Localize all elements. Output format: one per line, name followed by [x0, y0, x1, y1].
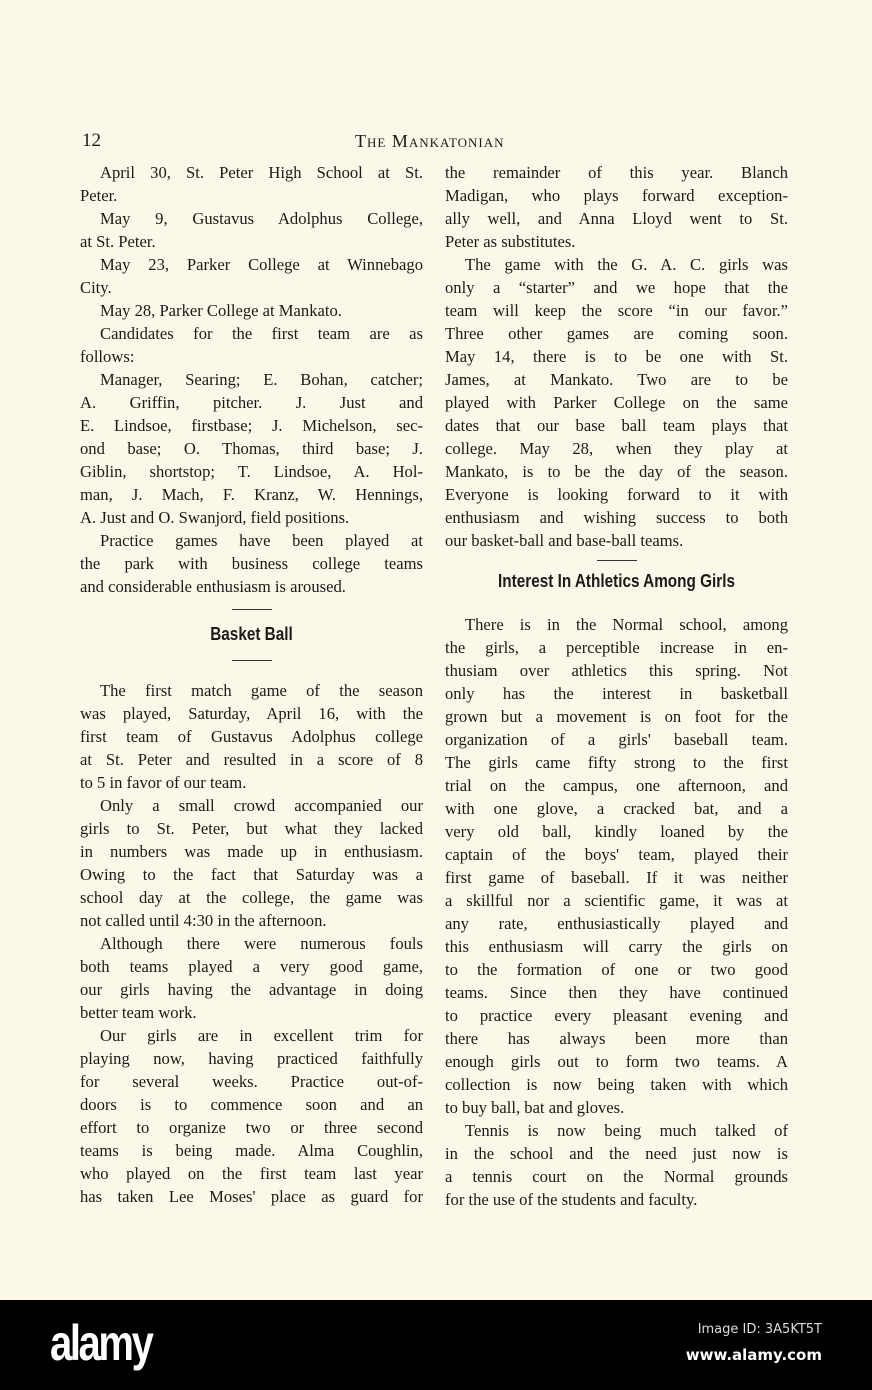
- text-line: played with Parker College on the same: [445, 393, 788, 412]
- watermark-banner: [0, 1300, 872, 1390]
- alamy-logo: alamy: [50, 1315, 152, 1371]
- text-line: Our girls are in excellent trim for: [100, 1026, 423, 1045]
- paragraph: [80, 1024, 423, 1208]
- text-line: only has the interest in basketball: [445, 684, 788, 703]
- text-line: dates that our base ball team plays that: [445, 416, 788, 435]
- text-line: ally well, and Anna Lloyd went to St.: [445, 209, 788, 228]
- text-line: The game with the G. A. C. girls was: [465, 255, 788, 274]
- paragraph: [80, 161, 423, 207]
- text-line: the girls, a perceptible increase in en-: [445, 638, 788, 657]
- text-line: effort to organize two or three second: [80, 1118, 423, 1137]
- running-title: The Mankatonian: [355, 131, 505, 151]
- text-line: the remainder of this year. Blanch: [445, 163, 788, 182]
- text-line: was played, Saturday, April 16, with the: [80, 704, 423, 723]
- text-line: captain of the boys' team, played their: [445, 845, 788, 864]
- section-divider: [232, 609, 272, 610]
- text-line: thusiam over athletics this spring. Not: [445, 661, 788, 680]
- section-heading: Interest In Athletics Among Girls: [498, 571, 735, 591]
- text-line: for the use of the students and faculty.: [445, 1190, 698, 1209]
- text-line: a tennis court on the Normal grounds: [445, 1167, 788, 1186]
- text-line: May 14, there is to be one with St.: [445, 347, 788, 366]
- text-line: better team work.: [80, 1003, 197, 1022]
- text-line: first team of Gustavus Adolphus college: [80, 727, 423, 746]
- text-line: trial on the campus, one afternoon, and: [445, 776, 788, 795]
- text-line: E. Lindsoe, firstbase; J. Michelson, sec-: [80, 416, 423, 435]
- text-line: man, J. Mach, F. Kranz, W. Hennings,: [80, 485, 423, 504]
- paragraph: [445, 1119, 788, 1211]
- paragraph: [80, 794, 423, 932]
- text-line: our basket-ball and base-ball teams.: [445, 531, 684, 550]
- text-line: to 5 in favor of our team.: [80, 773, 247, 792]
- text-line: collection is now being taken with which: [445, 1075, 788, 1094]
- text-line: Madigan, who plays forward exception-: [445, 186, 788, 205]
- watermark-url: www.alamy.com: [685, 1346, 822, 1364]
- text-line: at St. Peter and resulted in a score of 8: [80, 750, 423, 769]
- paragraph: [80, 368, 423, 529]
- text-line: this enthusiasm will carry the girls on: [445, 937, 788, 956]
- paragraph: [445, 613, 788, 1119]
- paragraph: [80, 253, 423, 299]
- text-line: only a “starter” and we hope that the: [445, 278, 788, 297]
- text-line: our girls having the advantage in doing: [80, 980, 423, 999]
- text-line: very old ball, kindly loaned by the: [445, 822, 788, 841]
- text-line: A. Griffin, pitcher. J. Just and: [80, 393, 423, 412]
- text-line: Giblin, shortstop; T. Lindsoe, A. Hol-: [80, 462, 423, 481]
- text-line: follows:: [80, 347, 135, 366]
- text-line: not called until 4:30 in the afternoon.: [80, 911, 327, 930]
- text-line: May 9, Gustavus Adolphus College,: [100, 209, 423, 228]
- text-line: team will keep the score “in our favor.”: [445, 301, 788, 320]
- text-line: May 28, Parker College at Mankato.: [100, 301, 342, 320]
- text-line: a skillful nor a scientific game, it was at: [445, 891, 788, 910]
- section-divider: [232, 660, 272, 661]
- text-line: to buy ball, bat and gloves.: [445, 1098, 625, 1117]
- text-line: for several weeks. Practice out-of-: [80, 1072, 423, 1091]
- text-line: girls to St. Peter, but what they lacked: [80, 819, 423, 838]
- text-line: May 23, Parker College at Winnebago: [100, 255, 423, 274]
- section-heading: Basket Ball: [210, 624, 293, 644]
- text-line: with one glove, a cracked bat, and a: [445, 799, 788, 818]
- text-line: City.: [80, 278, 112, 297]
- text-line: Although there were numerous fouls: [100, 934, 423, 953]
- paragraph: [80, 932, 423, 1024]
- left-column: [80, 161, 423, 1208]
- text-line: James, at Mankato. Two are to be: [445, 370, 788, 389]
- text-line: ond base; O. Thomas, third base; J.: [80, 439, 423, 458]
- text-line: Peter.: [80, 186, 118, 205]
- text-line: to the formation of one or two good: [445, 960, 788, 979]
- text-line: both teams played a very good game,: [80, 957, 423, 976]
- section-divider: [597, 560, 637, 561]
- text-line: teams is being made. Alma Coughlin,: [80, 1141, 423, 1160]
- text-line: Everyone is looking forward to it with: [445, 485, 788, 504]
- text-line: there has always been more than: [445, 1029, 788, 1048]
- text-line: first game of baseball. If it was neither: [445, 868, 788, 887]
- text-line: Practice games have been played at: [100, 531, 423, 550]
- text-line: any rate, enthusiastically played and: [445, 914, 788, 933]
- paragraph: [80, 529, 423, 598]
- paragraph: [445, 161, 788, 253]
- text-line: doors is to commence soon and an: [80, 1095, 423, 1114]
- text-line: enthusiasm and wishing success to both: [445, 508, 788, 527]
- text-line: Tennis is now being much talked of: [465, 1121, 788, 1140]
- right-column: [445, 161, 788, 1211]
- text-line: Only a small crowd accompanied our: [100, 796, 423, 815]
- text-line: There is in the Normal school, among: [465, 615, 788, 634]
- text-line: and considerable enthusiasm is aroused.: [80, 577, 346, 596]
- paragraph: [80, 679, 423, 794]
- text-line: grown but a movement is on foot for the: [445, 707, 788, 726]
- text-line: Manager, Searing; E. Bohan, catcher;: [100, 370, 423, 389]
- text-line: at St. Peter.: [80, 232, 156, 251]
- text-line: Candidates for the first team are as: [100, 324, 423, 343]
- text-line: has taken Lee Moses' place as guard for: [80, 1187, 423, 1206]
- image-id: Image ID: 3A5KT5T: [697, 1322, 822, 1337]
- text-line: Owing to the fact that Saturday was a: [80, 865, 423, 884]
- text-line: who played on the first team last year: [80, 1164, 423, 1183]
- paragraph: [80, 207, 423, 253]
- text-line: The girls came fifty strong to the first: [445, 753, 788, 772]
- text-line: enough girls out to form two teams. A: [445, 1052, 788, 1071]
- paragraph: [80, 299, 423, 322]
- text-line: organization of a girls' baseball team.: [445, 730, 788, 749]
- text-line: teams. Since then they have continued: [445, 983, 788, 1002]
- text-line: to practice every pleasant evening and: [445, 1006, 788, 1025]
- text-line: Mankato, is to be the day of the season.: [445, 462, 788, 481]
- text-line: in the school and the need just now is: [445, 1144, 788, 1163]
- text-line: Peter as substitutes.: [445, 232, 576, 251]
- paragraph: [80, 322, 423, 368]
- page-number: 12: [82, 130, 101, 151]
- text-line: April 30, St. Peter High School at St.: [100, 163, 423, 182]
- text-line: playing now, having practiced faithfully: [80, 1049, 423, 1068]
- text-line: A. Just and O. Swanjord, field positions.: [80, 508, 350, 527]
- text-line: in numbers was made up in enthusiasm.: [80, 842, 423, 861]
- text-line: the park with business college teams: [80, 554, 423, 573]
- paragraph: [445, 253, 788, 552]
- text-line: Three other games are coming soon.: [445, 324, 788, 343]
- text-line: The first match game of the season: [100, 681, 423, 700]
- text-line: college. May 28, when they play at: [445, 439, 788, 458]
- text-line: school day at the college, the game was: [80, 888, 423, 907]
